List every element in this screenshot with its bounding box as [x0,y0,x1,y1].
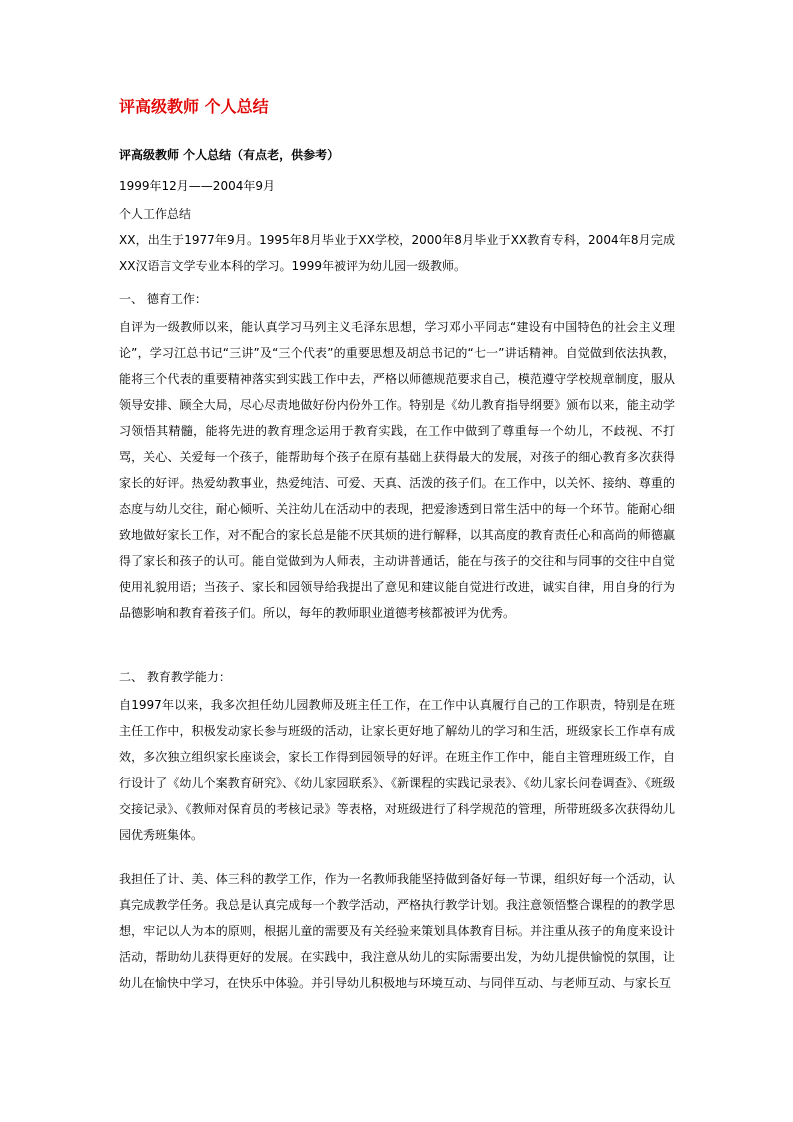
date-range: 1999年12月——2004年9月 [119,179,275,193]
intro-paragraph: XX，出生于1977年9月。1995年8月毕业于XX学校，2000年8月毕业于XX教育专科，2004年8月完成XX汉语言文学专业本科的学习。1999年被评为幼儿园一级教师。 [119,233,675,273]
section-title: 个人工作总结 [119,207,192,221]
moral-work-paragraph: 自评为一级教师以来，能认真学习马列主义毛泽东思想，学习邓小平同志“建设有中国特色的社会主义理论”，学习江总书记“三讲”及“三个代表”的重要思想及胡总书记的“七一”讲话精神。自觉做到依法执教，能将三个代表的重要精神落实到实践工作中去，严格以师德规范要求自己，模范遵守学校规章制度，服从领导安排、顾全大局，尽心尽责地做好份内份外工作。特别是《幼儿教育指导纲要》颁布以来，能主动学习领悟其精髓，能将先进的教育理念运用于教育实践，在工作中做到了尊重每一个幼儿，不歧视、不打骂，关心、关爱每一个孩子，能帮助每个孩子在原有基础上获得最大的发展，对孩子的细心教育多次获得家长的好评。热爱幼教事业，热爱纯洁、可爱、天真、活泼的孩子们。在工作中，以关怀、接纳、尊重的态度与幼儿交往，耐心倾听、关注幼儿在活动中的表现，把爱渗透到日常生活中的每一个环节。能耐心细致地做好家长工作，对不配合的家长总是能不厌其烦的进行解释，以其高度的教育责任心和高尚的师德赢得了家长和孩子的认可。能自觉做到为人师表，主动讲普通话，能在与孩子的交往和与同事的交往中自觉使用礼貌用语；当孩子、家长和园领导给我提出了意见和建议能自觉进行改进，诚实自律，用自身的行为品德影响和教育着孩子们。所以，每年的教师职业道德考核都被评为优秀。 [119,320,675,620]
teaching-work-paragraph: 我担任了计、美、体三科的教学工作，作为一名教师我能坚持做到备好每一节课，组织好每一个活动，认真完成教学任务。我总是认真完成每一个教学活动，严格执行教学计划。我注意领悟整合课程的的教学思想，牢记以人为本的原则，根据儿童的需要及有关经验来策划具体教育目标。并注重从孩子的角度来设计活动，帮助幼儿获得更好的发展。在实践中，我注意从幼儿的实际需要出发，为幼儿提供愉悦的氛围，让幼儿在愉快中学习，在快乐中体验。并引导幼儿积极地与环境互动、与同伴互动、与老师互动、与家长互 [119,872,675,990]
heading-moral-work: 一、 德育工作： [119,292,207,306]
teaching-ability-paragraph: 自1997年以来，我多次担任幼儿园教师及班主任工作，在工作中认真履行自己的工作职责，特别是在班主任工作中，积极发动家长参与班级的活动，让家长更好地了解幼儿的学习和生活，班级家长工作卓有成效，多次独立组织家长座谈会，家长工作得到园领导的好评。在班主作工作中，能自主管理班级工作，自行设计了《幼儿个案教育研究》、《幼儿家园联系》、《新课程的实践记录表》、《幼儿家长问卷调查》、《班级交接记录》、《教师对保育员的考核记录》等表格，对班级进行了科学规范的管理，所带班级多次获得幼儿园优秀班集体。 [119,698,675,842]
heading-teaching-ability: 二、 教育教学能力： [119,670,231,684]
document-title: 评高级教师 个人总结 [119,97,269,116]
document-subtitle: 评高级教师 个人总结（有点老，供参考） [119,148,340,162]
